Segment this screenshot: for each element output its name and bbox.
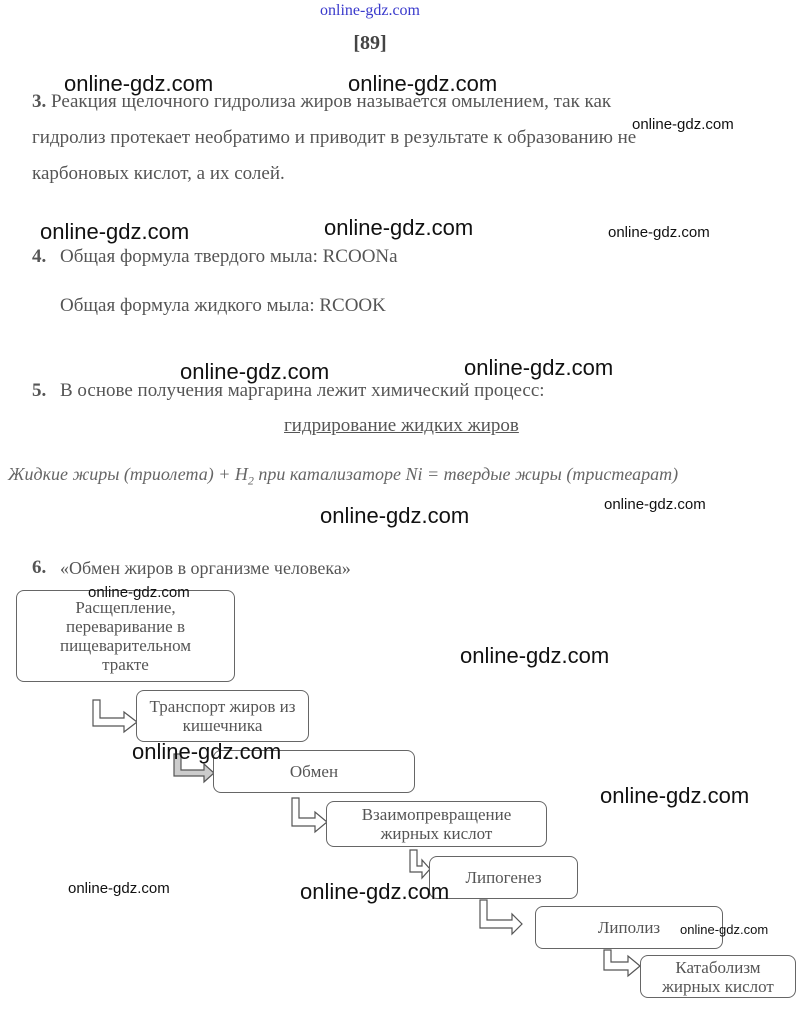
flow-box-catabolism: Катаболизм жирных кислот bbox=[640, 955, 796, 998]
q3-line-1: 3. Реакция щелочного гидролиза жиров называется омылением, так как bbox=[32, 91, 612, 112]
flow-box-interconversion: Взаимопревращение жирных кислот bbox=[326, 801, 547, 847]
watermark: online-gdz.com bbox=[132, 739, 282, 764]
site-url-header[interactable]: online-gdz.com bbox=[320, 2, 420, 19]
watermark: online-gdz.com bbox=[464, 355, 614, 380]
arrow-1 bbox=[93, 700, 137, 732]
q4-line-2: Общая формула жидкого мыла: RCOOK bbox=[60, 295, 386, 316]
q5-number: 5. bbox=[32, 380, 47, 401]
watermark: online-gdz.com bbox=[320, 503, 470, 528]
q3-number: 3. bbox=[32, 91, 47, 112]
watermark: online-gdz.com bbox=[632, 116, 734, 133]
arrow-4 bbox=[410, 850, 430, 878]
watermark: online-gdz.com bbox=[40, 219, 190, 244]
watermark: online-gdz.com bbox=[680, 922, 769, 937]
q6-number: 6. bbox=[32, 557, 47, 578]
flow-box-metabolism: Обмен bbox=[213, 750, 415, 793]
flow-box-lipogenesis: Липогенез bbox=[429, 856, 578, 899]
watermark: online-gdz.com bbox=[460, 643, 610, 668]
q4-number: 4. bbox=[32, 246, 47, 267]
flow-box-digestion: Расщепление, переваривание в пищеварительном тракте bbox=[16, 590, 235, 682]
q6-title: «Обмен жиров в организме человека» bbox=[60, 558, 351, 578]
flow-box-transport: Транспорт жиров из кишечника bbox=[136, 690, 309, 742]
q3-line-2: гидролиз протекает необратимо и приводит в результате к образованию не bbox=[32, 127, 637, 148]
arrow-5 bbox=[480, 900, 522, 934]
page-number: [89] bbox=[353, 32, 387, 54]
q3-line-3: карбоновых кислот, а их солей. bbox=[32, 163, 285, 184]
watermark: online-gdz.com bbox=[180, 359, 330, 384]
q5-process: гидрирование жидких жиров bbox=[284, 415, 519, 436]
watermark: online-gdz.com bbox=[604, 496, 706, 513]
watermark: online-gdz.com bbox=[68, 880, 170, 897]
watermark: online-gdz.com bbox=[608, 224, 710, 241]
watermark: online-gdz.com bbox=[88, 584, 190, 601]
flow-box-lipolysis: Липолиз bbox=[535, 906, 723, 949]
q4-line-1: Общая формула твердого мыла: RCOONa bbox=[60, 246, 398, 267]
subscript-2: 2 bbox=[247, 473, 254, 488]
q5-line-1: В основе получения маргарина лежит химический процесс: bbox=[60, 380, 545, 401]
watermark: online-gdz.com bbox=[64, 71, 214, 96]
watermark: online-gdz.com bbox=[600, 783, 750, 808]
arrow-6 bbox=[604, 950, 640, 976]
watermark: online-gdz.com bbox=[348, 71, 498, 96]
arrow-3 bbox=[292, 798, 327, 832]
watermark: online-gdz.com bbox=[300, 879, 450, 904]
q5-reaction: Жидкие жиры (триолета) + $H_2$ при катализаторе Ni = твердые жиры (тристеарат) bbox=[8, 464, 679, 488]
watermark: online-gdz.com bbox=[324, 215, 474, 240]
